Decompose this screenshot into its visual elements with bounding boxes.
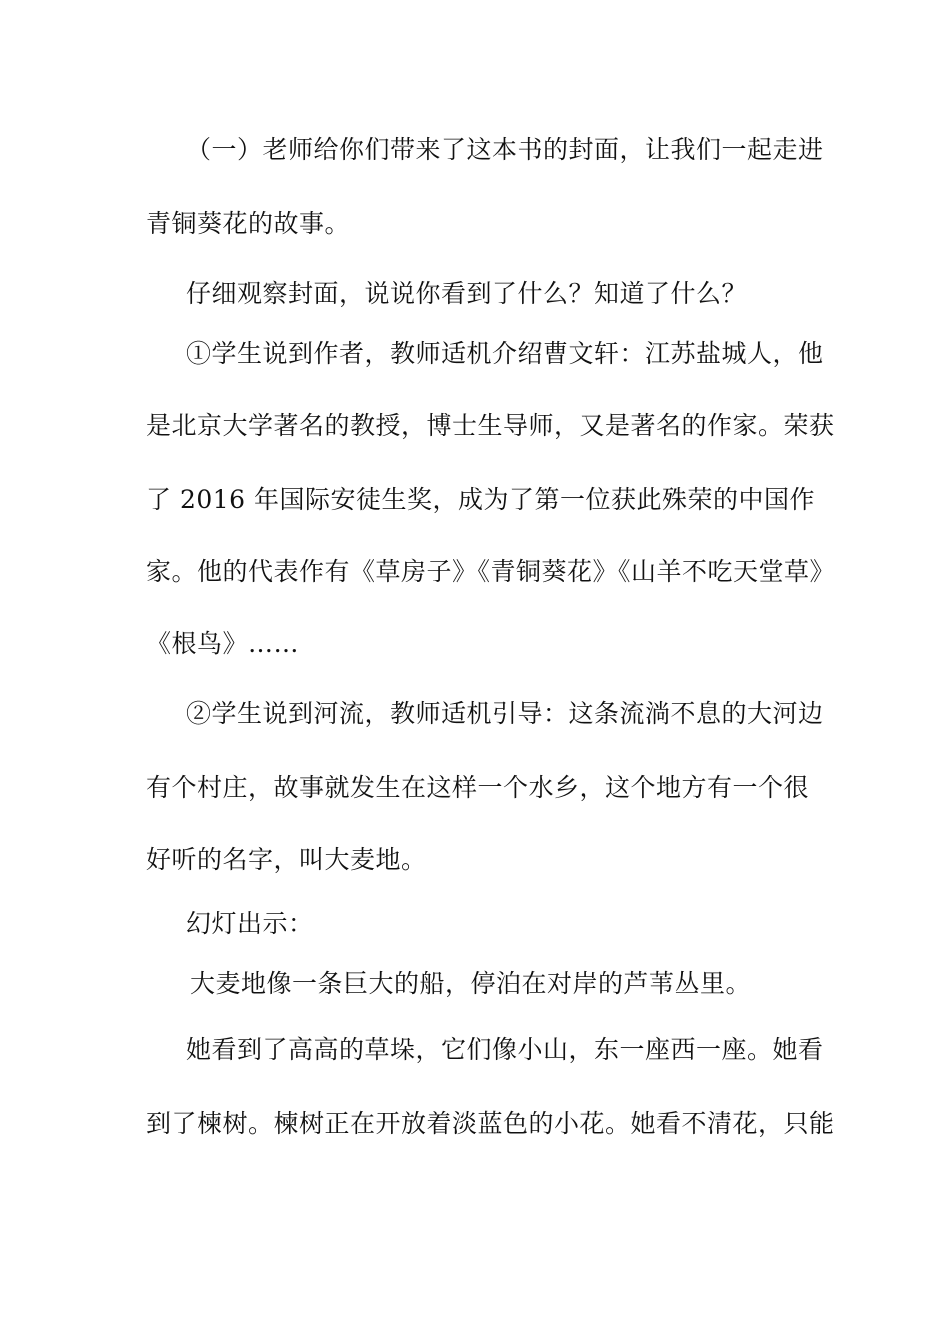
paragraph-line: 幻灯出示： bbox=[186, 909, 314, 938]
paragraph-line: 是北京大学著名的教授，博士生导师，又是著名的作家。荣获 bbox=[146, 411, 835, 440]
paragraph-line: 有个村庄，故事就发生在这样一个水乡，这个地方有一个很 bbox=[146, 773, 810, 802]
paragraph-line: 家。他的代表作有《草房子》《青铜葵花》《山羊不吃天堂草》 bbox=[146, 557, 836, 586]
paragraph-line: 仔细观察封面，说说你看到了什么？知道了什么？ bbox=[186, 279, 748, 308]
paragraph-line: 大麦地像一条巨大的船，停泊在对岸的芦苇丛里。 bbox=[190, 969, 752, 998]
paragraph-line: 青铜葵花的故事。 bbox=[146, 209, 351, 238]
paragraph-line: 好听的名字，叫大麦地。 bbox=[146, 845, 427, 874]
paragraph-line: 她看到了高高的草垛，它们像小山，东一座西一座。她看 bbox=[186, 1035, 824, 1064]
paragraph-line: 《根鸟》…… bbox=[146, 629, 300, 658]
paragraph-line: 到了楝树。楝树正在开放着淡蓝色的小花。她看不清花，只能 bbox=[146, 1109, 835, 1138]
paragraph-line: 了 2016 年国际安徒生奖，成为了第一位获此殊荣的中国作 bbox=[146, 485, 816, 514]
paragraph-line: ②学生说到河流，教师适机引导：这条流淌不息的大河边 bbox=[186, 699, 824, 728]
paragraph-line: （一）老师给你们带来了这本书的封面，让我们一起走进 bbox=[186, 135, 824, 164]
paragraph-line: ①学生说到作者，教师适机介绍曹文轩：江苏盐城人，他 bbox=[186, 339, 824, 368]
